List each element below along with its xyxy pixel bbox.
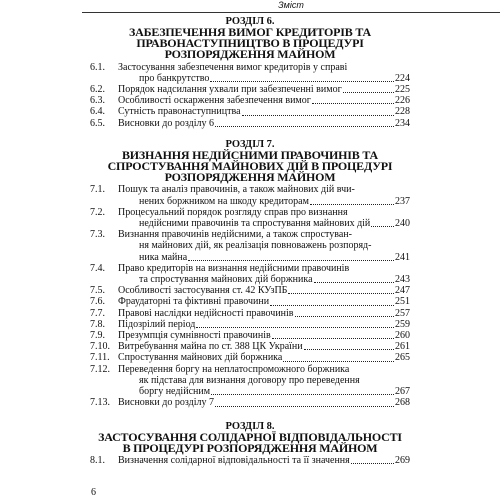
entry-number: 7.10.: [90, 341, 110, 353]
entry-text-line: Визнання правочинів недійсними, а також спростуван-: [118, 229, 352, 241]
toc-entry[interactable]: [90, 455, 410, 466]
entry-text-line: боргу недійсним: [139, 386, 211, 398]
entry-page-number: 260: [395, 330, 410, 342]
entry-number: 7.11.: [90, 352, 110, 364]
section-heading: РОЗДІЛ 7.: [225, 138, 275, 150]
dot-leader: [304, 349, 394, 350]
entry-page-number: 225: [395, 84, 410, 96]
entry-text-line: Визначення солідарної відповідальності та її значення: [118, 454, 350, 466]
entry-text-line: Підозрілий період: [118, 318, 196, 330]
entry-text-line: Презумпція сумнівності правочинів: [118, 330, 271, 342]
entry-text-line: нених боржником на шкоду кредиторам: [139, 195, 309, 207]
dot-leader: [343, 92, 394, 93]
toc-entry[interactable]: [90, 341, 410, 352]
section-subtitle-line: РОЗПОРЯДЖЕННЯ МАЙНОМ: [164, 47, 336, 62]
toc-entry[interactable]: [90, 106, 410, 117]
entry-number: 7.2.: [90, 206, 105, 218]
dot-leader: [283, 361, 394, 362]
entry-page-number: 259: [395, 318, 410, 330]
entry-page-number: 269: [395, 454, 410, 466]
toc-entry[interactable]: [90, 184, 410, 206]
dot-leader: [211, 394, 394, 395]
entry-text-line: Висновки до розділу 6: [118, 117, 214, 129]
toc-section: [90, 421, 410, 467]
entry-text-line: Пошук та аналіз правочинів, а також майнових дій вчи-: [118, 184, 355, 196]
entry-page-number: 226: [395, 95, 410, 107]
toc-entry[interactable]: [90, 84, 410, 95]
entry-page-number: 228: [395, 106, 410, 118]
toc-section: [90, 16, 410, 129]
entry-text-line: недійсними правочинів та спростування майнових дій: [139, 218, 371, 230]
entry-text-line: Фраудаторні та фіктивні правочини: [118, 296, 270, 308]
entry-page-number: 265: [395, 352, 410, 364]
section-subtitle-line: ЗАБЕЗПЕЧЕННЯ ВИМОГ КРЕДИТОРІВ ТА: [128, 25, 371, 39]
entry-text-line: Витребування майна по ст. 388 ЦК України: [118, 341, 303, 353]
entry-number: 6.1.: [90, 61, 105, 73]
toc-entry[interactable]: [90, 229, 410, 263]
entry-number: 6.5.: [90, 117, 105, 129]
section-heading: РОЗДІЛ 8.: [225, 420, 275, 432]
entry-text-line: Переведення боргу на неплатоспроможного боржника: [118, 363, 350, 375]
section-subtitle-line: ЗАСТОСУВАННЯ СОЛІДАРНОЇ ВІДПОВІДАЛЬНОСТІ: [98, 429, 402, 444]
section-heading: РОЗДІЛ 6.: [225, 16, 275, 27]
entry-page-number: 247: [395, 285, 410, 297]
dot-leader: [210, 81, 394, 82]
section-subtitle-line: ПРАВОНАСТУПНИЦТВО В ПРОЦЕДУРІ: [136, 36, 364, 51]
toc-entry[interactable]: [90, 285, 410, 296]
entry-text-line: Особливості застосування ст. 42 КУзПБ: [118, 285, 288, 297]
entry-text-line: ня майнових дій, як реалізація повноважень розпоряд-: [139, 240, 372, 252]
entry-text-line: про банкрутство: [139, 72, 210, 84]
dot-leader: [270, 305, 394, 306]
entry-number: 7.5.: [90, 285, 105, 297]
entry-text-line: Процесуальний порядок розгляду справ про визнання: [118, 206, 348, 218]
dot-leader: [312, 103, 394, 104]
toc-entry[interactable]: [90, 308, 410, 319]
dot-leader: [215, 406, 394, 407]
dot-leader: [310, 204, 394, 205]
toc-section: [90, 139, 410, 409]
entry-number: 7.12.: [90, 363, 110, 375]
entry-page-number: 241: [395, 251, 410, 263]
entry-number: 7.3.: [90, 229, 105, 241]
entry-page-number: 261: [395, 341, 410, 353]
entry-text-line: ника майна: [139, 251, 188, 263]
entry-text-line: Особливості оскарження забезпечення вимог: [118, 95, 311, 107]
entry-text-line: Сутність правонаступництва: [118, 106, 241, 118]
dot-leader: [215, 126, 394, 127]
entry-number: 7.13.: [90, 397, 110, 409]
running-head: Зміст: [82, 0, 500, 13]
entry-text-line: Порядок надсилання ухвали при забезпеченні вимог: [118, 84, 342, 96]
dot-leader: [272, 338, 394, 339]
entry-number: 7.4.: [90, 262, 105, 274]
dot-leader: [295, 316, 394, 317]
toc-entry[interactable]: [90, 352, 410, 363]
entry-number: 7.9.: [90, 330, 105, 342]
section-subtitle-line: ВИЗНАННЯ НЕДІЙСНИМИ ПРАВОЧИНІВ ТА: [121, 147, 379, 162]
section-subtitle-line: В ПРОЦЕДУРІ РОЗПОРЯДЖЕННЯ МАЙНОМ: [122, 440, 378, 455]
entry-text-line: Право кредиторів на визнання недійсними правочинів: [118, 262, 350, 274]
entry-text-line: Застосування забезпечення вимог кредиторів у справі: [118, 61, 348, 73]
entry-number: 7.6.: [90, 296, 105, 308]
entry-number: 7.8.: [90, 318, 105, 330]
dot-leader: [371, 226, 394, 227]
table-of-contents: [90, 16, 410, 466]
entry-number: 7.1.: [90, 184, 105, 196]
toc-entry[interactable]: [90, 263, 410, 285]
dot-leader: [314, 282, 394, 283]
entry-number: 6.4.: [90, 106, 105, 118]
entry-text-line: та спростування майнових дій боржника: [139, 274, 313, 286]
entry-page-number: 268: [395, 397, 410, 409]
dot-leader: [288, 293, 394, 294]
toc-entry[interactable]: [90, 364, 410, 398]
toc-entry[interactable]: [90, 296, 410, 307]
dot-leader: [242, 115, 394, 116]
entry-page-number: 237: [395, 195, 410, 207]
toc-entry[interactable]: [90, 330, 410, 341]
toc-entry[interactable]: [90, 62, 410, 84]
entry-page-number: 224: [395, 72, 410, 84]
section-subtitle-line: СПРОСТУВАННЯ МАЙНОВИХ ДІЙ В ПРОЦЕДУРІ: [107, 159, 393, 174]
dot-leader: [351, 463, 394, 464]
page-number: 6: [91, 487, 96, 498]
entry-page-number: 240: [395, 218, 410, 230]
toc-entry[interactable]: [90, 118, 410, 129]
toc-entry[interactable]: [90, 95, 410, 106]
entry-number: 6.2.: [90, 84, 105, 96]
entry-text-line: Спростування майнових дій боржника: [118, 352, 283, 364]
entry-page-number: 234: [395, 117, 410, 129]
entry-number: 8.1.: [90, 454, 105, 466]
entry-number: 7.7.: [90, 307, 105, 319]
section-subtitle-line: РОЗПОРЯДЖЕННЯ МАЙНОМ: [164, 170, 336, 185]
entry-text-line: Правові наслідки недійсності правочинів: [118, 307, 294, 319]
entry-page-number: 243: [395, 274, 410, 286]
entry-page-number: 251: [395, 296, 410, 308]
entry-text-line: Висновки до розділу 7: [118, 397, 214, 409]
dot-leader: [196, 327, 394, 328]
entry-page-number: 257: [395, 307, 410, 319]
toc-entry[interactable]: [90, 319, 410, 330]
dot-leader: [188, 260, 394, 261]
toc-entry[interactable]: [90, 397, 410, 408]
toc-entry[interactable]: [90, 207, 410, 229]
entry-page-number: 267: [395, 386, 410, 398]
entry-text-line: як підстава для визнання договору про переведення: [139, 374, 360, 386]
entry-number: 6.3.: [90, 95, 105, 107]
